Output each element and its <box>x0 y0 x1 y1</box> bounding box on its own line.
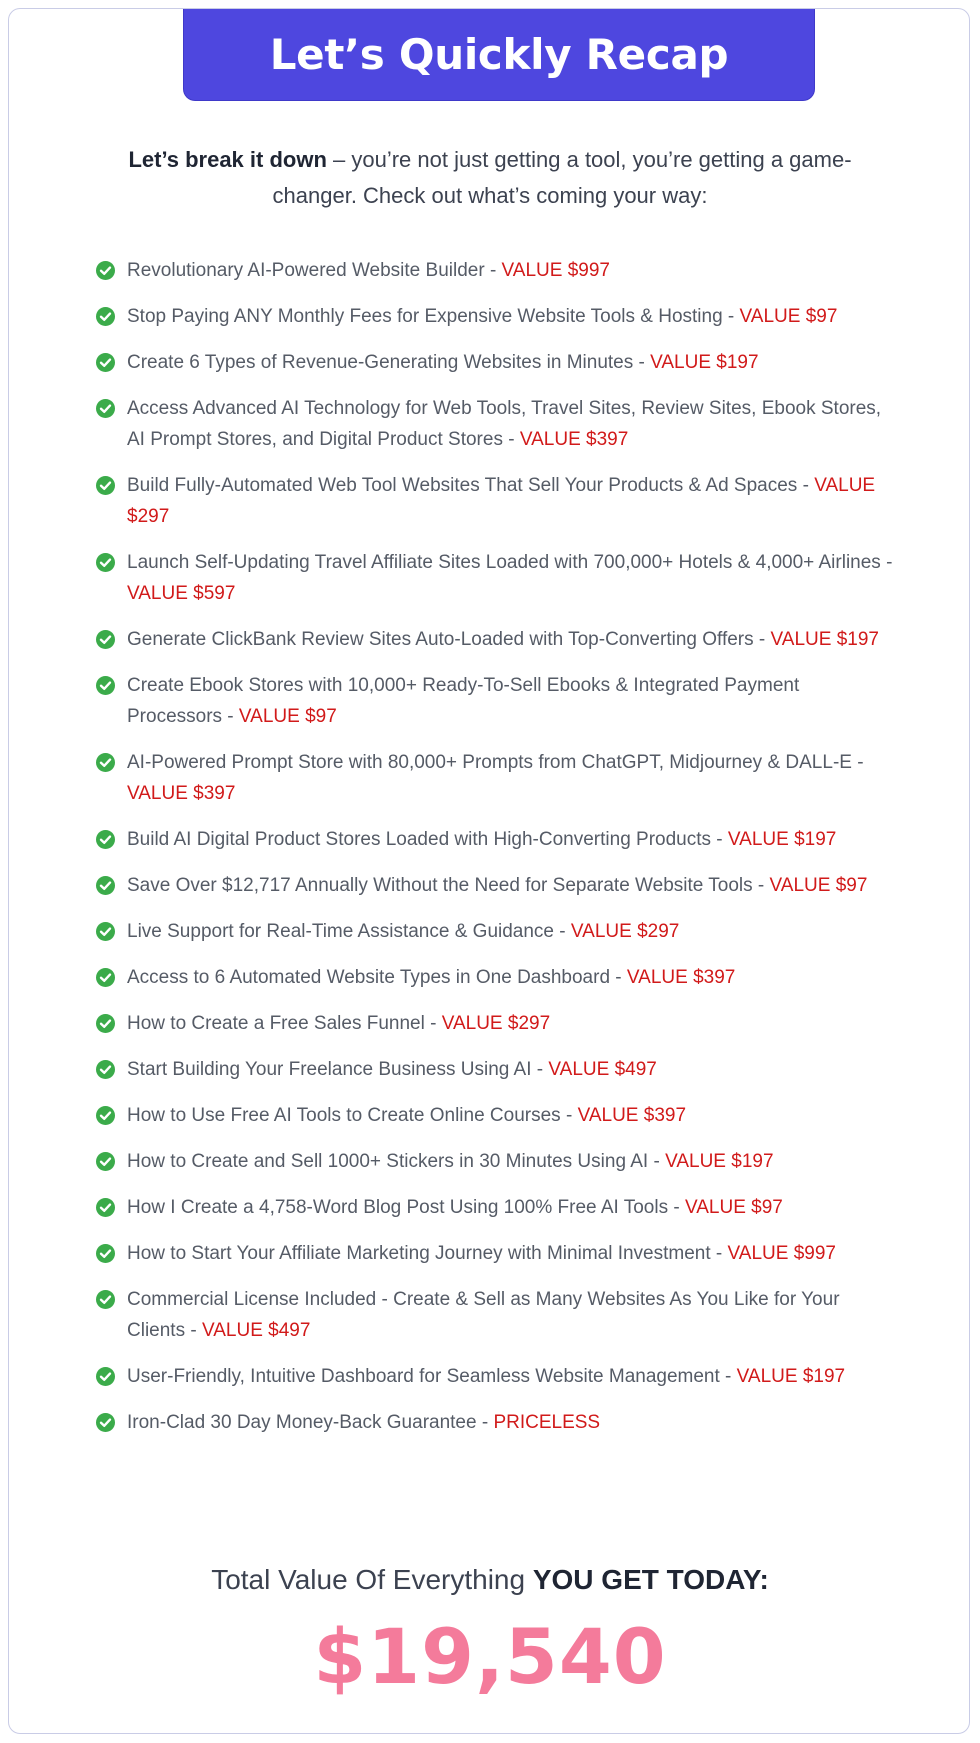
item-value: PRICELESS <box>493 1412 601 1433</box>
item-value: VALUE $597 <box>127 583 236 604</box>
item-value: VALUE $397 <box>519 429 629 450</box>
item-value: VALUE $397 <box>577 1105 687 1126</box>
check-circle-icon <box>96 1290 115 1309</box>
item-text: How I Create a 4,758-Word Blog Post Using 100% Free AI Tools - <box>127 1197 685 1218</box>
list-item <box>96 1192 896 1223</box>
check-circle-icon <box>96 353 115 372</box>
item-value: VALUE $397 <box>626 967 736 988</box>
check-circle-icon <box>96 1413 115 1432</box>
item-value: VALUE $197 <box>665 1151 774 1172</box>
item-value: VALUE $497 <box>201 1320 311 1341</box>
intro-paragraph <box>100 142 880 214</box>
check-circle-icon <box>96 830 115 849</box>
check-circle-icon <box>96 1244 115 1263</box>
item-text: Access Advanced AI Technology for Web Tools, Travel Sites, Review Sites, Ebook Stores, AI Prompt Stores, and Digital Product Stores - <box>127 398 882 450</box>
list-item <box>96 916 896 947</box>
item-text: Build Fully-Automated Web Tool Websites That Sell Your Products & Ad Spaces - <box>127 475 815 496</box>
item-value: VALUE $97 <box>684 1197 783 1218</box>
item-text: Start Building Your Freelance Business Using AI - <box>127 1059 549 1080</box>
check-circle-icon <box>96 399 115 418</box>
item-value: VALUE $197 <box>650 352 759 373</box>
item-text: AI-Powered Prompt Store with 80,000+ Prompts from ChatGPT, Midjourney & DALL-E - <box>127 752 864 773</box>
list-item <box>96 747 896 809</box>
list-item <box>96 1146 896 1177</box>
recap-banner <box>183 9 815 101</box>
item-value: VALUE $497 <box>548 1059 657 1080</box>
item-value: VALUE $197 <box>727 829 837 850</box>
check-circle-icon <box>96 307 115 326</box>
list-item <box>96 255 896 286</box>
item-text: Save Over $12,717 Annually Without the Need for Separate Website Tools - <box>127 875 770 896</box>
intro-text: – you’re not just getting a tool, you’re getting a game-changer. Check out what’s coming your way: <box>272 147 852 208</box>
item-value: VALUE $297 <box>441 1013 551 1034</box>
item-value: VALUE $97 <box>238 706 337 727</box>
check-circle-icon <box>96 1367 115 1386</box>
item-text: User-Friendly, Intuitive Dashboard for Seamless Website Management - <box>127 1366 737 1387</box>
intro-lead: Let’s break it down <box>128 147 327 172</box>
item-text: Create 6 Types of Revenue-Generating Websites in Minutes - <box>127 352 651 373</box>
item-text: Revolutionary AI-Powered Website Builder - <box>127 260 502 281</box>
feature-list <box>96 255 896 1453</box>
item-text: Generate ClickBank Review Sites Auto-Loaded with Top-Converting Offers - <box>127 629 771 650</box>
page-title: Let’s Quickly Recap <box>269 30 729 79</box>
check-circle-icon <box>96 553 115 572</box>
check-circle-icon <box>96 261 115 280</box>
item-text: Stop Paying ANY Monthly Fees for Expensive Website Tools & Hosting - <box>127 306 740 327</box>
item-value: VALUE $297 <box>127 475 876 527</box>
check-circle-icon <box>96 968 115 987</box>
list-item <box>96 670 896 732</box>
list-item <box>96 301 896 332</box>
item-text: Build AI Digital Product Stores Loaded with High-Converting Products - <box>127 829 728 850</box>
check-circle-icon <box>96 1106 115 1125</box>
check-circle-icon <box>96 876 115 895</box>
list-item <box>96 1054 896 1085</box>
check-circle-icon <box>96 1152 115 1171</box>
item-value: VALUE $997 <box>727 1243 836 1264</box>
item-value: VALUE $197 <box>736 1366 846 1387</box>
item-text: Launch Self-Updating Travel Affiliate Sites Loaded with 700,000+ Hotels & 4,000+ Airlines - <box>127 552 893 573</box>
check-circle-icon <box>96 1060 115 1079</box>
item-text: Iron-Clad 30 Day Money-Back Guarantee - <box>127 1412 494 1433</box>
item-text: Create Ebook Stores with 10,000+ Ready-To-Sell Ebooks & Integrated Payment Processors - <box>127 675 800 727</box>
item-text: Live Support for Real-Time Assistance & Guidance - <box>127 921 571 942</box>
list-item <box>96 1100 896 1131</box>
list-item <box>96 547 896 609</box>
list-item <box>96 1238 896 1269</box>
item-text: How to Start Your Affiliate Marketing Journey with Minimal Investment - <box>127 1243 728 1264</box>
list-item <box>96 1361 896 1392</box>
list-item <box>96 1407 896 1438</box>
total-label-strong: YOU GET TODAY: <box>532 1564 769 1595</box>
check-circle-icon <box>96 630 115 649</box>
item-text: Commercial License Included - Create & Sell as Many Websites As You Like for Your Clients - <box>127 1289 840 1341</box>
list-item <box>96 824 896 855</box>
item-text: How to Use Free AI Tools to Create Online Courses - <box>127 1105 578 1126</box>
list-item <box>96 624 896 655</box>
check-circle-icon <box>96 676 115 695</box>
total-amount: $19,540 <box>313 1612 667 1701</box>
list-item <box>96 470 896 532</box>
list-item <box>96 393 896 455</box>
check-circle-icon <box>96 753 115 772</box>
list-item <box>96 962 896 993</box>
check-circle-icon <box>96 1198 115 1217</box>
item-value: VALUE $397 <box>127 783 236 804</box>
total-label-text: Total Value Of Everything <box>211 1564 533 1595</box>
item-text: How to Create a Free Sales Funnel - <box>127 1013 442 1034</box>
total-label <box>0 1564 980 1596</box>
check-circle-icon <box>96 476 115 495</box>
item-value: VALUE $97 <box>769 875 868 896</box>
list-item <box>96 1008 896 1039</box>
item-value: VALUE $297 <box>570 921 680 942</box>
list-item <box>96 1284 896 1346</box>
list-item <box>96 347 896 378</box>
item-text: Access to 6 Automated Website Types in One Dashboard - <box>127 967 627 988</box>
check-circle-icon <box>96 922 115 941</box>
item-text: How to Create and Sell 1000+ Stickers in 30 Minutes Using AI - <box>127 1151 666 1172</box>
item-value: VALUE $997 <box>501 260 610 281</box>
list-item <box>96 870 896 901</box>
item-value: VALUE $197 <box>770 629 879 650</box>
check-circle-icon <box>96 1014 115 1033</box>
item-value: VALUE $97 <box>739 306 838 327</box>
